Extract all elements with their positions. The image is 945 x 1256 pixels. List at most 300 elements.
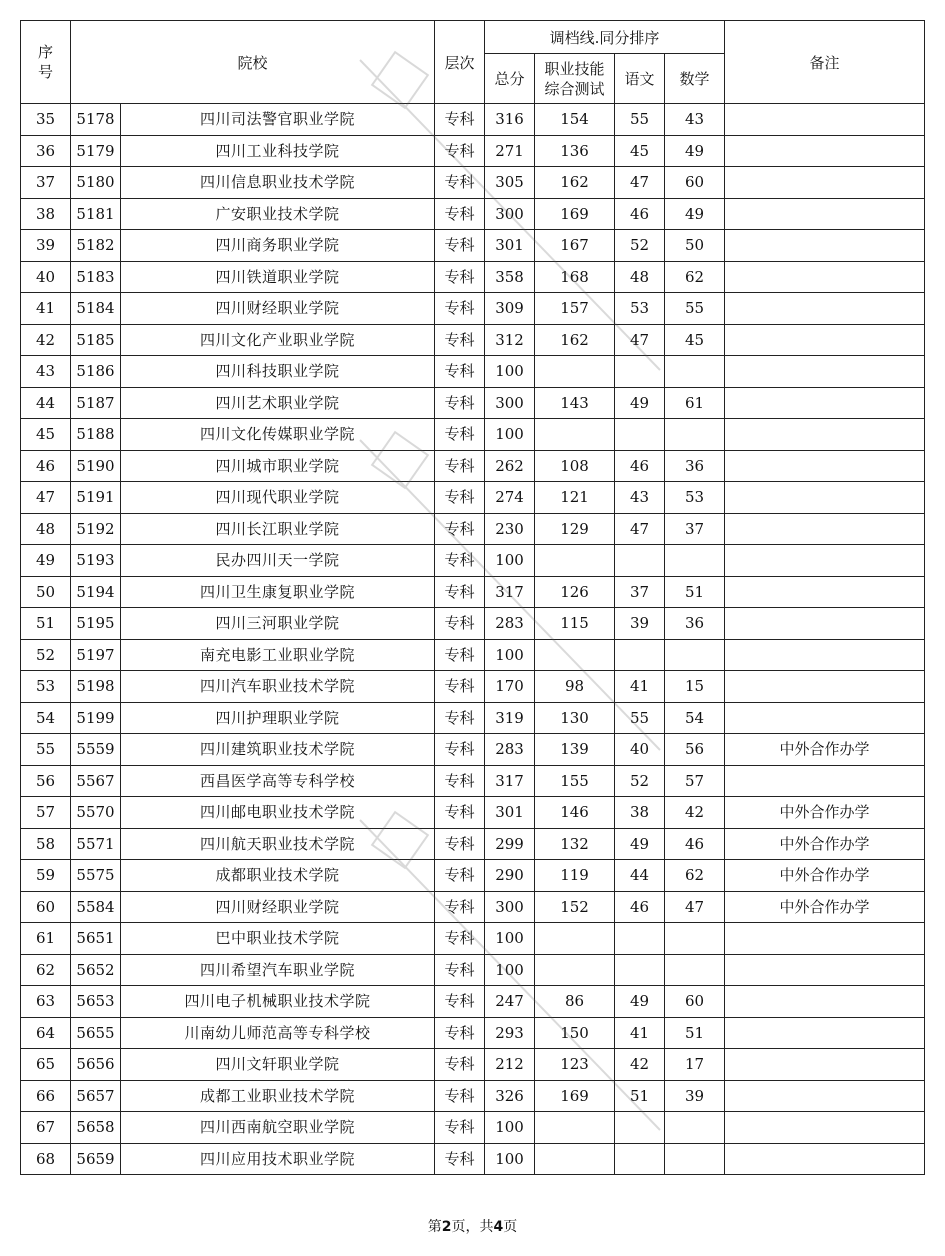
cell-note	[725, 639, 925, 671]
table-body	[21, 104, 925, 1175]
table-row	[21, 576, 925, 608]
cell-level: 专科	[435, 797, 485, 829]
cell-chinese	[615, 1143, 665, 1175]
cell-level: 专科	[435, 1049, 485, 1081]
cell-total: 301	[485, 230, 535, 262]
cell-name: 四川财经职业学院	[121, 293, 435, 325]
cell-chinese: 53	[615, 293, 665, 325]
cell-name: 四川希望汽车职业学院	[121, 954, 435, 986]
cell-name: 四川现代职业学院	[121, 482, 435, 514]
cell-name: 四川铁道职业学院	[121, 261, 435, 293]
cell-seq: 63	[21, 986, 71, 1018]
cell-chinese: 43	[615, 482, 665, 514]
cell-total: 100	[485, 954, 535, 986]
cell-seq: 56	[21, 765, 71, 797]
cell-chinese: 42	[615, 1049, 665, 1081]
cell-total: 300	[485, 387, 535, 419]
table-row	[21, 356, 925, 388]
cell-math: 55	[665, 293, 725, 325]
cell-math: 50	[665, 230, 725, 262]
cell-chinese: 47	[615, 167, 665, 199]
cell-skill: 129	[535, 513, 615, 545]
cell-total: 100	[485, 356, 535, 388]
cell-level: 专科	[435, 986, 485, 1018]
cell-math: 15	[665, 671, 725, 703]
cell-name: 成都职业技术学院	[121, 860, 435, 892]
cell-skill	[535, 923, 615, 955]
table-row	[21, 450, 925, 482]
cell-seq: 54	[21, 702, 71, 734]
cell-seq: 66	[21, 1080, 71, 1112]
cell-total: 100	[485, 419, 535, 451]
cell-skill: 157	[535, 293, 615, 325]
cell-math	[665, 1143, 725, 1175]
page-footer: 第2页，共4页	[427, 1219, 518, 1235]
cell-code: 5194	[71, 576, 121, 608]
cell-chinese: 38	[615, 797, 665, 829]
cell-chinese: 52	[615, 230, 665, 262]
cell-chinese: 55	[615, 104, 665, 136]
cell-code: 5653	[71, 986, 121, 1018]
cell-name: 成都工业职业技术学院	[121, 1080, 435, 1112]
cell-chinese: 37	[615, 576, 665, 608]
table-row	[21, 230, 925, 262]
cell-seq: 59	[21, 860, 71, 892]
cell-level: 专科	[435, 1017, 485, 1049]
cell-level: 专科	[435, 450, 485, 482]
cell-level: 专科	[435, 324, 485, 356]
cell-skill: 108	[535, 450, 615, 482]
cell-math: 62	[665, 261, 725, 293]
cell-skill: 136	[535, 135, 615, 167]
table-row	[21, 293, 925, 325]
table-row	[21, 1017, 925, 1049]
cell-total: 309	[485, 293, 535, 325]
cell-skill	[535, 954, 615, 986]
cell-skill	[535, 1143, 615, 1175]
cell-name: 南充电影工业职业学院	[121, 639, 435, 671]
cell-total: 100	[485, 639, 535, 671]
table-row	[21, 639, 925, 671]
table-row	[21, 765, 925, 797]
header-math: 数学	[665, 54, 725, 104]
table-row	[21, 198, 925, 230]
cell-math: 39	[665, 1080, 725, 1112]
cell-level: 专科	[435, 954, 485, 986]
cell-math: 53	[665, 482, 725, 514]
cell-skill: 126	[535, 576, 615, 608]
current-page: 2	[441, 1219, 452, 1235]
cell-name: 四川财经职业学院	[121, 891, 435, 923]
cell-chinese	[615, 1112, 665, 1144]
cell-level: 专科	[435, 198, 485, 230]
cell-chinese: 41	[615, 1017, 665, 1049]
cell-math	[665, 356, 725, 388]
cell-name: 西昌医学高等专科学校	[121, 765, 435, 797]
cell-seq: 39	[21, 230, 71, 262]
cell-note	[725, 545, 925, 577]
cell-seq: 35	[21, 104, 71, 136]
cell-seq: 64	[21, 1017, 71, 1049]
cell-level: 专科	[435, 734, 485, 766]
cell-name: 四川文化传媒职业学院	[121, 419, 435, 451]
cell-note	[725, 1017, 925, 1049]
cell-seq: 41	[21, 293, 71, 325]
cell-name: 民办四川天一学院	[121, 545, 435, 577]
cell-seq: 62	[21, 954, 71, 986]
cell-name: 四川工业科技学院	[121, 135, 435, 167]
cell-note	[725, 1080, 925, 1112]
cell-chinese	[615, 545, 665, 577]
cell-name: 广安职业技术学院	[121, 198, 435, 230]
cell-name: 四川信息职业技术学院	[121, 167, 435, 199]
cell-note	[725, 923, 925, 955]
cell-level: 专科	[435, 765, 485, 797]
cell-math: 56	[665, 734, 725, 766]
cell-seq: 68	[21, 1143, 71, 1175]
cell-code: 5657	[71, 1080, 121, 1112]
cell-total: 326	[485, 1080, 535, 1112]
cell-skill: 139	[535, 734, 615, 766]
cell-total: 317	[485, 576, 535, 608]
cell-code: 5195	[71, 608, 121, 640]
cell-name: 四川科技职业学院	[121, 356, 435, 388]
cell-code: 5655	[71, 1017, 121, 1049]
cell-total: 319	[485, 702, 535, 734]
cell-seq: 51	[21, 608, 71, 640]
cell-chinese	[615, 954, 665, 986]
cell-chinese: 46	[615, 891, 665, 923]
cell-name: 四川司法警官职业学院	[121, 104, 435, 136]
cell-note	[725, 608, 925, 640]
cell-code: 5199	[71, 702, 121, 734]
cell-chinese	[615, 639, 665, 671]
cell-note	[725, 198, 925, 230]
cell-note	[725, 104, 925, 136]
cell-level: 专科	[435, 702, 485, 734]
cell-note	[725, 765, 925, 797]
cell-math: 60	[665, 167, 725, 199]
cell-skill: 162	[535, 324, 615, 356]
table-row	[21, 954, 925, 986]
cell-seq: 43	[21, 356, 71, 388]
cell-level: 专科	[435, 608, 485, 640]
cell-seq: 45	[21, 419, 71, 451]
cell-name: 四川艺术职业学院	[121, 387, 435, 419]
cell-total: 300	[485, 891, 535, 923]
cell-skill: 155	[535, 765, 615, 797]
cell-note	[725, 419, 925, 451]
cell-chinese: 47	[615, 324, 665, 356]
cell-note	[725, 513, 925, 545]
cell-math: 60	[665, 986, 725, 1018]
cell-skill: 86	[535, 986, 615, 1018]
cell-skill: 115	[535, 608, 615, 640]
cell-math: 45	[665, 324, 725, 356]
cell-chinese: 48	[615, 261, 665, 293]
cell-seq: 36	[21, 135, 71, 167]
cell-skill	[535, 419, 615, 451]
cell-chinese	[615, 356, 665, 388]
cell-skill	[535, 545, 615, 577]
cell-total: 300	[485, 198, 535, 230]
cell-code: 5187	[71, 387, 121, 419]
cell-name: 四川西南航空职业学院	[121, 1112, 435, 1144]
table-row	[21, 419, 925, 451]
cell-chinese	[615, 419, 665, 451]
cell-name: 四川文化产业职业学院	[121, 324, 435, 356]
cell-code: 5185	[71, 324, 121, 356]
cell-skill: 154	[535, 104, 615, 136]
cell-math: 62	[665, 860, 725, 892]
cell-seq: 58	[21, 828, 71, 860]
cell-note	[725, 702, 925, 734]
cell-note	[725, 324, 925, 356]
cell-total: 305	[485, 167, 535, 199]
cell-name: 四川邮电职业技术学院	[121, 797, 435, 829]
cell-name: 四川商务职业学院	[121, 230, 435, 262]
cell-name: 四川应用技术职业学院	[121, 1143, 435, 1175]
table-row	[21, 387, 925, 419]
cell-name: 川南幼儿师范高等专科学校	[121, 1017, 435, 1049]
cell-skill: 143	[535, 387, 615, 419]
cell-seq: 44	[21, 387, 71, 419]
table-row	[21, 167, 925, 199]
cell-total: 100	[485, 923, 535, 955]
cell-name: 四川三河职业学院	[121, 608, 435, 640]
cell-note	[725, 1049, 925, 1081]
header-note: 备注	[725, 21, 925, 104]
cell-seq: 65	[21, 1049, 71, 1081]
cell-code: 5567	[71, 765, 121, 797]
cell-total: 100	[485, 1143, 535, 1175]
cell-code: 5584	[71, 891, 121, 923]
cell-note: 中外合作办学	[725, 891, 925, 923]
cell-note: 中外合作办学	[725, 860, 925, 892]
cell-level: 专科	[435, 135, 485, 167]
cell-code: 5198	[71, 671, 121, 703]
cell-seq: 67	[21, 1112, 71, 1144]
table-row	[21, 261, 925, 293]
cell-total: 293	[485, 1017, 535, 1049]
cell-total: 283	[485, 734, 535, 766]
cell-name: 四川长江职业学院	[121, 513, 435, 545]
cell-note	[725, 576, 925, 608]
cell-note	[725, 450, 925, 482]
table-row	[21, 608, 925, 640]
cell-name: 四川护理职业学院	[121, 702, 435, 734]
cell-code: 5575	[71, 860, 121, 892]
cell-total: 212	[485, 1049, 535, 1081]
cell-code: 5193	[71, 545, 121, 577]
cell-note	[725, 293, 925, 325]
cell-code: 5659	[71, 1143, 121, 1175]
cell-level: 专科	[435, 923, 485, 955]
cell-chinese: 39	[615, 608, 665, 640]
table-row	[21, 545, 925, 577]
cell-total: 230	[485, 513, 535, 545]
cell-math: 61	[665, 387, 725, 419]
cell-code: 5652	[71, 954, 121, 986]
cell-level: 专科	[435, 230, 485, 262]
cell-code: 5658	[71, 1112, 121, 1144]
cell-chinese: 45	[615, 135, 665, 167]
header-skill: 职业技能综合测试	[535, 54, 615, 104]
cell-code: 5179	[71, 135, 121, 167]
cell-skill: 98	[535, 671, 615, 703]
cell-seq: 52	[21, 639, 71, 671]
cell-chinese: 49	[615, 986, 665, 1018]
cell-skill: 162	[535, 167, 615, 199]
total-pages: 4	[493, 1219, 504, 1235]
header-school: 院校	[71, 21, 435, 104]
cell-code: 5180	[71, 167, 121, 199]
cell-total: 247	[485, 986, 535, 1018]
cell-chinese: 55	[615, 702, 665, 734]
table-row	[21, 734, 925, 766]
header-total: 总分	[485, 54, 535, 104]
header-group: 调档线.同分排序	[485, 21, 725, 54]
cell-total: 301	[485, 797, 535, 829]
cell-name: 四川电子机械职业技术学院	[121, 986, 435, 1018]
cell-note	[725, 135, 925, 167]
cell-total: 100	[485, 1112, 535, 1144]
cell-seq: 48	[21, 513, 71, 545]
cell-math	[665, 545, 725, 577]
cell-total: 290	[485, 860, 535, 892]
cell-code: 5184	[71, 293, 121, 325]
cell-seq: 47	[21, 482, 71, 514]
cell-total: 317	[485, 765, 535, 797]
cell-math: 49	[665, 198, 725, 230]
cell-seq: 60	[21, 891, 71, 923]
table-row	[21, 891, 925, 923]
cell-skill: 168	[535, 261, 615, 293]
cell-total: 312	[485, 324, 535, 356]
cell-note	[725, 482, 925, 514]
table-row	[21, 104, 925, 136]
cell-seq: 53	[21, 671, 71, 703]
cell-level: 专科	[435, 167, 485, 199]
cell-skill: 167	[535, 230, 615, 262]
table-row	[21, 702, 925, 734]
cell-level: 专科	[435, 513, 485, 545]
cell-name: 巴中职业技术学院	[121, 923, 435, 955]
cell-skill: 119	[535, 860, 615, 892]
cell-note	[725, 167, 925, 199]
cell-code: 5559	[71, 734, 121, 766]
cell-math	[665, 1112, 725, 1144]
cell-level: 专科	[435, 891, 485, 923]
cell-math: 17	[665, 1049, 725, 1081]
cell-math	[665, 639, 725, 671]
cell-skill	[535, 639, 615, 671]
cell-note	[725, 671, 925, 703]
cell-level: 专科	[435, 261, 485, 293]
table-row	[21, 513, 925, 545]
cell-seq: 49	[21, 545, 71, 577]
cell-code: 5190	[71, 450, 121, 482]
table-row	[21, 828, 925, 860]
cell-total: 170	[485, 671, 535, 703]
cell-skill: 146	[535, 797, 615, 829]
cell-math: 43	[665, 104, 725, 136]
cell-code: 5181	[71, 198, 121, 230]
cell-note	[725, 986, 925, 1018]
cell-code: 5186	[71, 356, 121, 388]
cell-seq: 42	[21, 324, 71, 356]
cell-name: 四川文轩职业学院	[121, 1049, 435, 1081]
cell-level: 专科	[435, 1080, 485, 1112]
cell-math: 51	[665, 576, 725, 608]
cell-level: 专科	[435, 545, 485, 577]
cell-note	[725, 954, 925, 986]
cell-name: 四川卫生康复职业学院	[121, 576, 435, 608]
cell-code: 5183	[71, 261, 121, 293]
cell-seq: 40	[21, 261, 71, 293]
cell-level: 专科	[435, 356, 485, 388]
cell-total: 100	[485, 545, 535, 577]
cell-code: 5571	[71, 828, 121, 860]
cell-math: 46	[665, 828, 725, 860]
cell-skill: 169	[535, 1080, 615, 1112]
cell-code: 5651	[71, 923, 121, 955]
cell-skill	[535, 1112, 615, 1144]
cell-chinese: 51	[615, 1080, 665, 1112]
cell-math: 57	[665, 765, 725, 797]
cell-level: 专科	[435, 576, 485, 608]
cell-chinese: 49	[615, 828, 665, 860]
cell-level: 专科	[435, 1143, 485, 1175]
cell-skill: 123	[535, 1049, 615, 1081]
cell-math: 36	[665, 608, 725, 640]
cell-seq: 46	[21, 450, 71, 482]
cell-total: 274	[485, 482, 535, 514]
cell-chinese: 46	[615, 450, 665, 482]
cell-code: 5197	[71, 639, 121, 671]
cell-math: 42	[665, 797, 725, 829]
cell-level: 专科	[435, 828, 485, 860]
cell-skill	[535, 356, 615, 388]
cell-note	[725, 356, 925, 388]
cell-skill: 152	[535, 891, 615, 923]
cell-level: 专科	[435, 1112, 485, 1144]
cell-skill: 132	[535, 828, 615, 860]
cell-math: 47	[665, 891, 725, 923]
header-level: 层次	[435, 21, 485, 104]
header-seq: 序号	[21, 21, 71, 104]
cell-math: 36	[665, 450, 725, 482]
cell-name: 四川航天职业技术学院	[121, 828, 435, 860]
cell-seq: 55	[21, 734, 71, 766]
cell-seq: 37	[21, 167, 71, 199]
cell-note	[725, 1143, 925, 1175]
cell-total: 271	[485, 135, 535, 167]
cell-chinese	[615, 923, 665, 955]
cell-chinese: 41	[615, 671, 665, 703]
cell-code: 5570	[71, 797, 121, 829]
cell-math: 37	[665, 513, 725, 545]
cell-note	[725, 1112, 925, 1144]
cell-seq: 57	[21, 797, 71, 829]
cell-note: 中外合作办学	[725, 828, 925, 860]
cell-skill: 130	[535, 702, 615, 734]
table-row	[21, 1143, 925, 1175]
cell-code: 5178	[71, 104, 121, 136]
cell-level: 专科	[435, 104, 485, 136]
cell-total: 299	[485, 828, 535, 860]
cell-code: 5188	[71, 419, 121, 451]
